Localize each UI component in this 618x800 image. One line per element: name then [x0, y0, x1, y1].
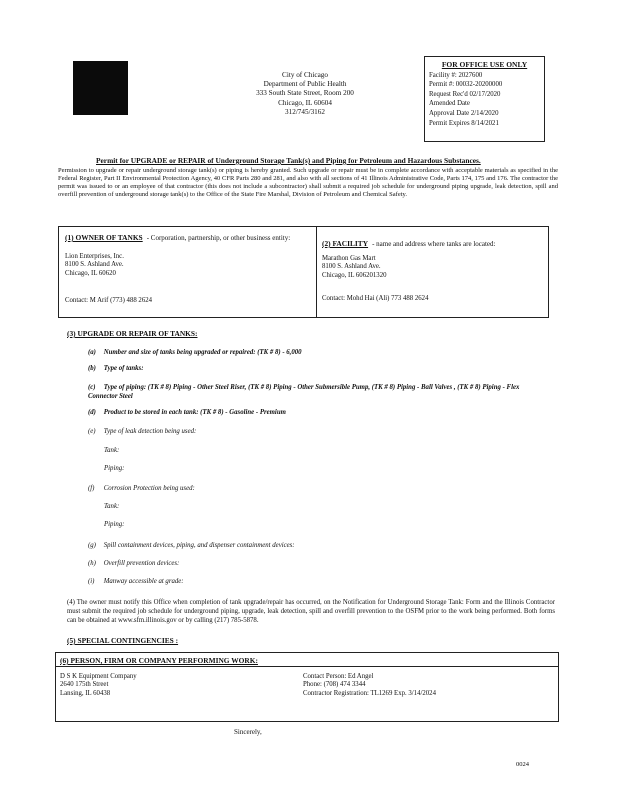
contractor-registration: Contractor Registration: TL1269 Exp. 3/14/2024: [303, 689, 436, 697]
page-number: 0024: [516, 761, 529, 768]
contractor-contact-person: Contact Person: Ed Angel: [303, 673, 374, 680]
item-e-marker: (e): [88, 428, 96, 435]
item-a-text: Number and size of tanks being upgraded or repaired: (TK # 8) - 6,000: [103, 349, 302, 356]
upgrade-section-label: (3) UPGRADE OR REPAIR OF TANKS:: [67, 329, 198, 338]
facility-section-label: (2) FACILITY: [322, 239, 369, 248]
letterhead-department: Department of Public Health: [263, 80, 347, 89]
approval-date: Approval Date 2/14/2020: [429, 109, 499, 117]
facility-address: 8100 S. Ashland Ave.: [322, 263, 381, 271]
letterhead-city-zip: Chicago, IL 60604: [278, 98, 332, 107]
contractor-address: 2640 175th Street: [60, 681, 109, 689]
owner-section-label: (1) OWNER OF TANKS: [65, 233, 143, 242]
contractor-city: Lansing, IL 60438: [60, 689, 111, 697]
item-b-text: Type of tanks:: [103, 365, 144, 372]
intro-paragraph: Permission to upgrade or repair underground storage tank(s) or piping is hereby granted. Such upgrade or repair must be in complete accordance with acceptable materials as specified in the Federal Register, Part II Environmental Protection Agency, 40 CFR Parts 280 and 281, and also with all sections of 41 Illinois Administrative Code, Parts 174, 175 and 176. The contractor the permit was issued to or an employee of that contractor (this does not include a subcontractor) shall submit a required job schedule for underground piping upgrade, leak detection, spill and overfill prevention of underground storage tank(s) to the Office of the State Fire Marshal, Division of Petroleum and Chemical Safety.: [58, 167, 558, 198]
contractor-box: [55, 652, 559, 722]
facility-number: Facility #: 2027600: [429, 71, 483, 79]
item-f-piping: Piping:: [104, 521, 125, 528]
permit-number: Permit #: 00032-20200000: [429, 81, 503, 89]
letterhead-city: City of Chicago: [282, 71, 328, 79]
item-i-text: Manway accessible at grade:: [103, 578, 184, 585]
facility-box: [316, 226, 549, 318]
owner-of-tanks-box: [58, 226, 316, 318]
owner-contact: Contact: M Arif (773) 488 2624: [65, 297, 153, 304]
item-c: [88, 383, 550, 401]
closing-sincerely: Sincerely,: [234, 728, 262, 736]
item-i: [88, 578, 184, 585]
facility-city: Chicago, IL 606201320: [322, 271, 387, 279]
notification-paragraph: (4) The owner must notify this Office when completion of tank upgrade/repair has occurred, on the Notification for Underground Storage Tank: Form and the Illinois Contractor must submit the required job schedule for underground piping, upgrade, leak detection, spill and overfill prevention to the OSFM prior to the work being performed. Both forms can be obtained at www.sfm.illinois.gov or by calling (217) 785-5878.: [67, 599, 555, 624]
item-h-text: Overfill prevention devices:: [103, 560, 180, 567]
permit-title: Permit for UPGRADE or REPAIR of Underground Storage Tank(s) and Piping for Petroleum and Hazardous Substances.: [96, 156, 481, 165]
letterhead-phone: 312/745/3162: [285, 107, 325, 116]
contractor-company: D S K Equipment Company: [60, 673, 137, 680]
office-use-box: [424, 56, 545, 142]
facility-contact: Contact: Mohd Hai (Ali) 773 488 2624: [322, 295, 429, 302]
permit-expiration-date: Permit Expires 8/14/2021: [429, 119, 499, 127]
item-d-text: Product to be stored in each tank: (TK # 8) - Gasoline - Premium: [103, 409, 286, 416]
item-g-text: Spill containment devices, piping, and dispenser containment devices:: [103, 542, 295, 549]
item-f-marker: (f): [88, 485, 95, 492]
item-f: [88, 485, 195, 492]
owner-city: Chicago, IL 60620: [65, 269, 116, 277]
owner-address: 8100 S. Ashland Ave.: [65, 261, 124, 269]
item-f-text: Corrosion Protection being used:: [103, 485, 195, 492]
item-a: [88, 349, 302, 356]
letterhead-street: 333 South State Street, Room 200: [256, 89, 354, 98]
item-i-marker: (i): [88, 578, 95, 585]
item-c-text: Type of piping: (TK # 8) Piping - Other Steel Riser, (TK # 8) Piping - Other Submersible Pump, (TK # 8) Piping - Ball Valves , (TK # 8) Piping - Flex Connector Steel: [88, 384, 520, 400]
item-h: [88, 560, 179, 567]
owner-name: Lion Enterprises, Inc.: [65, 253, 124, 260]
item-e-tank: Tank:: [104, 447, 120, 454]
item-e: [88, 428, 196, 435]
contractor-phone: Phone: (708) 474 3344: [303, 681, 366, 689]
item-b-marker: (b): [88, 365, 96, 372]
owner-section-description: - Corporation, partnership, or other business entity:: [146, 234, 291, 242]
item-h-marker: (h): [88, 560, 96, 567]
item-a-marker: (a): [88, 349, 96, 356]
special-contingencies-label: (5) SPECIAL CONTINGENCIES :: [67, 636, 179, 645]
facility-section-description: - name and address where tanks are located:: [372, 240, 496, 248]
item-d: [88, 409, 286, 416]
item-b: [88, 365, 143, 372]
item-c-marker: (c): [88, 384, 96, 391]
item-f-tank: Tank:: [104, 503, 120, 510]
item-g: [88, 542, 295, 549]
department-logo: [73, 61, 128, 115]
request-received-date: Request Rec'd 02/17/2020: [429, 90, 501, 98]
item-g-marker: (g): [88, 542, 96, 549]
facility-name: Marathon Gas Mart: [322, 255, 376, 262]
letterhead: [205, 71, 405, 117]
contractor-section-label: (6) PERSON, FIRM OR COMPANY PERFORMING WORK:: [60, 656, 258, 665]
amended-date: Amended Date: [429, 100, 470, 108]
office-use-title: FOR OFFICE USE ONLY: [441, 60, 528, 69]
item-d-marker: (d): [88, 409, 96, 416]
item-e-piping: Piping:: [104, 465, 125, 472]
item-e-text: Type of leak detection being used:: [103, 428, 197, 435]
